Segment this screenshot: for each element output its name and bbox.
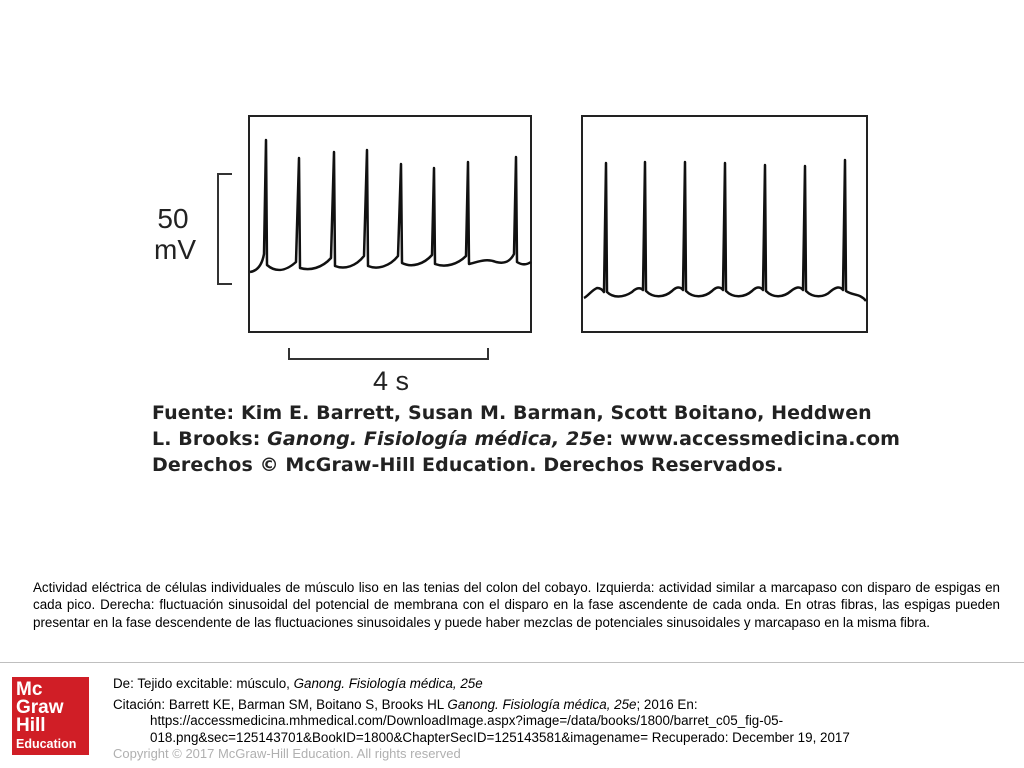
figure-source-line-2: L. Brooks: Ganong. Fisiología médica, 25e: www.accessmedicina.com bbox=[152, 428, 901, 450]
voltage-scale-unit: mV bbox=[154, 234, 196, 265]
voltage-scale-value: 50 bbox=[157, 203, 189, 234]
figure-caption: Actividad eléctrica de células individuales de músculo liso en las tenias del colon del cobayo. Izquierda: actividad similar a marcapaso con disparo de espigas en cada pico. Derecha: fluctuación sinusoidal del potencial de membrana con el disparo en la fase ascendente de cada onda. En otras fibras, las espigas pueden presentar en la fase descendente de las fluctuaciones sinusoidales y puede haber mezclas de potenciales sinusoidales y marcapaso en la misma fibra. bbox=[33, 580, 1000, 630]
left-trace bbox=[250, 140, 531, 272]
time-scale-bar bbox=[289, 348, 488, 359]
mcgraw-hill-logo: Mc Graw Hill Education bbox=[12, 677, 89, 755]
citation-url-line-2: 018.png&sec=125143701&BookID=1800&ChapterSecID=125143581&imagename= Recuperado: December 19, 2017 bbox=[150, 730, 850, 745]
figure-source-line-3: Derechos © McGraw-Hill Education. Derechos Reservados. bbox=[152, 454, 784, 476]
citation-url-line-1[interactable]: https://accessmedicina.mhmedical.com/DownloadImage.aspx?image=/data/books/1800/barret_c05_fig-05- bbox=[150, 713, 784, 728]
divider bbox=[0, 662, 1024, 663]
citation: Citación: Barrett KE, Barman SM, Boitano S, Brooks HL Ganong. Fisiología médica, 25e; 2016 En: bbox=[113, 697, 698, 712]
figure-source-line-1: Fuente: Kim E. Barrett, Susan M. Barman, Scott Boitano, Heddwen bbox=[152, 402, 872, 424]
left-trace-panel bbox=[249, 116, 531, 332]
source-reference: De: Tejido excitable: músculo, Ganong. Fisiología médica, 25e bbox=[113, 676, 483, 691]
right-trace bbox=[584, 160, 866, 301]
voltage-scale-bar bbox=[218, 174, 232, 284]
time-scale-label: 4 s bbox=[372, 366, 410, 396]
copyright-notice: Copyright © 2017 McGraw-Hill Education. All rights reserved bbox=[113, 746, 461, 761]
